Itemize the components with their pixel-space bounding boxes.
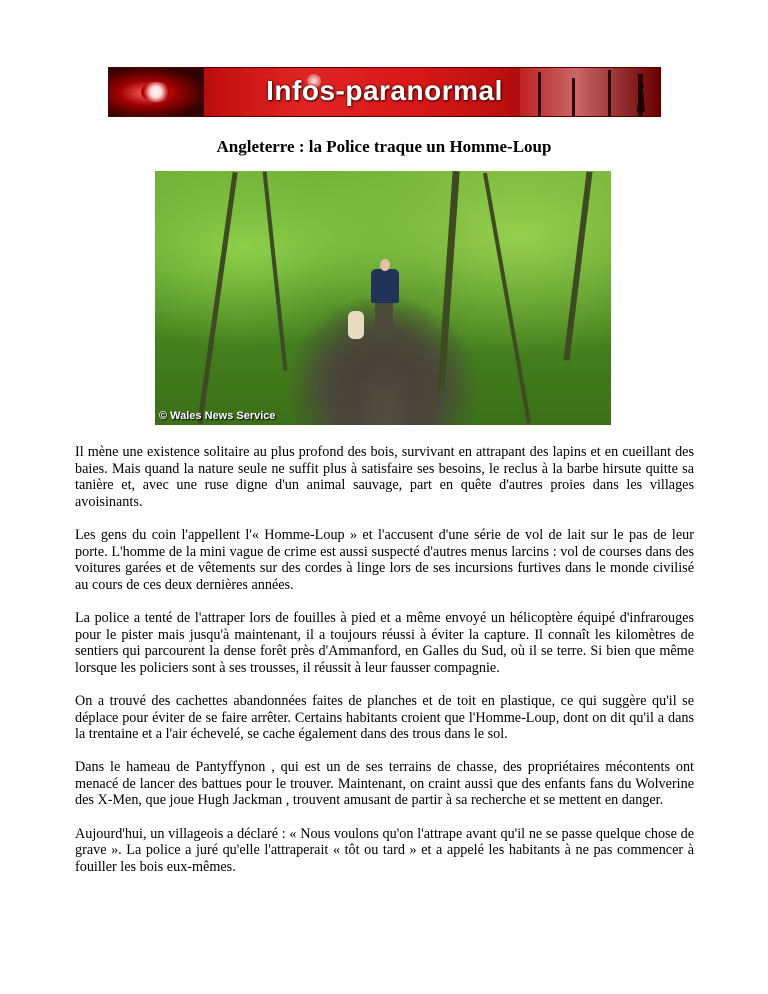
article-headline: Angleterre : la Police traque un Homme-Loup xyxy=(216,137,552,156)
walker-head xyxy=(380,259,390,271)
walker-legs xyxy=(375,301,393,341)
walker-body xyxy=(371,269,399,303)
article-paragraph: Aujourd'hui, un villageois a déclaré : « Nous voulons qu'on l'attrape avant qu'il ne se passe quelque chose de grave ». La police a juré qu'elle l'attraperait « tôt ou tard » et a appelé les habitants à ne pas commencer à fouiller les bois eux-mêmes. xyxy=(75,825,694,875)
dog xyxy=(348,311,364,339)
site-title: Infos-paranormal xyxy=(266,75,503,106)
article-photo xyxy=(155,171,611,425)
tree-trunk xyxy=(483,173,531,424)
photo-credit: © Wales News Service xyxy=(159,410,276,422)
tree-trunk xyxy=(197,172,237,424)
tree-trunk xyxy=(563,171,592,360)
article-paragraph: Les gens du coin l'appellent l'« Homme-Loup » et l'accusent d'une série de vol de lait sur le pas de leur porte. L'homme de la mini vague de crime est aussi suspecté d'autres menus larcins : vol de courses dans des voitures garées et de vêtements sur des cordes à linge lors de ses incursions furtives dans le monde civilisé au cours de ces deux dernières années. xyxy=(75,526,694,593)
article-paragraph: La police a tenté de l'attraper lors de fouilles à pied et a même envoyé un hélicoptère équipé d'infrarouges pour le pister mais jusqu'à maintenant, il a toujours réussi à éviter la capture. Il connaît les kilomètres de sentiers qui parcourent la dense forêt près d'Ammanford, en Galles du Sud, où il se terre. Si bien que même lorsque les policiers sont à ses trousses, il réussit à leur fausser compagnie. xyxy=(75,609,694,676)
tree-trunk xyxy=(263,171,288,370)
article-paragraph: Il mène une existence solitaire au plus profond des bois, survivant en attrapant des lapins et en cueillant des baies. Mais quand la nature seule ne suffit plus à satisfaire ses besoins, le reclus à la barbe hirsute quitte sa tanière et, avec une ruse digne d'un animal sauvage, part en quête d'autres proies dans les villages avoisinants. xyxy=(75,444,694,510)
site-banner xyxy=(108,67,661,117)
figure-silhouette-icon xyxy=(636,82,646,112)
article-paragraph: Dans le hameau de Pantyffynon , qui est un de ses terrains de chasse, des propriétaires mécontents ont menacé de lancer des battues pour le trouver. Maintenant, on craint aussi que des enfants fans du Wolverine des X-Men, que joue Hugh Jackman , trouvent amusant de partir à sa recherche et se mettent en danger. xyxy=(75,759,694,809)
article-paragraph: On a trouvé des cachettes abandonnées faites de planches et de toit en plastique, ce qui suggère qu'il se déplace pour éviter de se faire arrêter. Certains habitants croient que l'Homme-Loup, dont on dit qu'il a dans la trentaine et a l'air échevelé, se cache également dans des trous dans le sol. xyxy=(75,692,694,743)
article-body xyxy=(75,444,694,892)
